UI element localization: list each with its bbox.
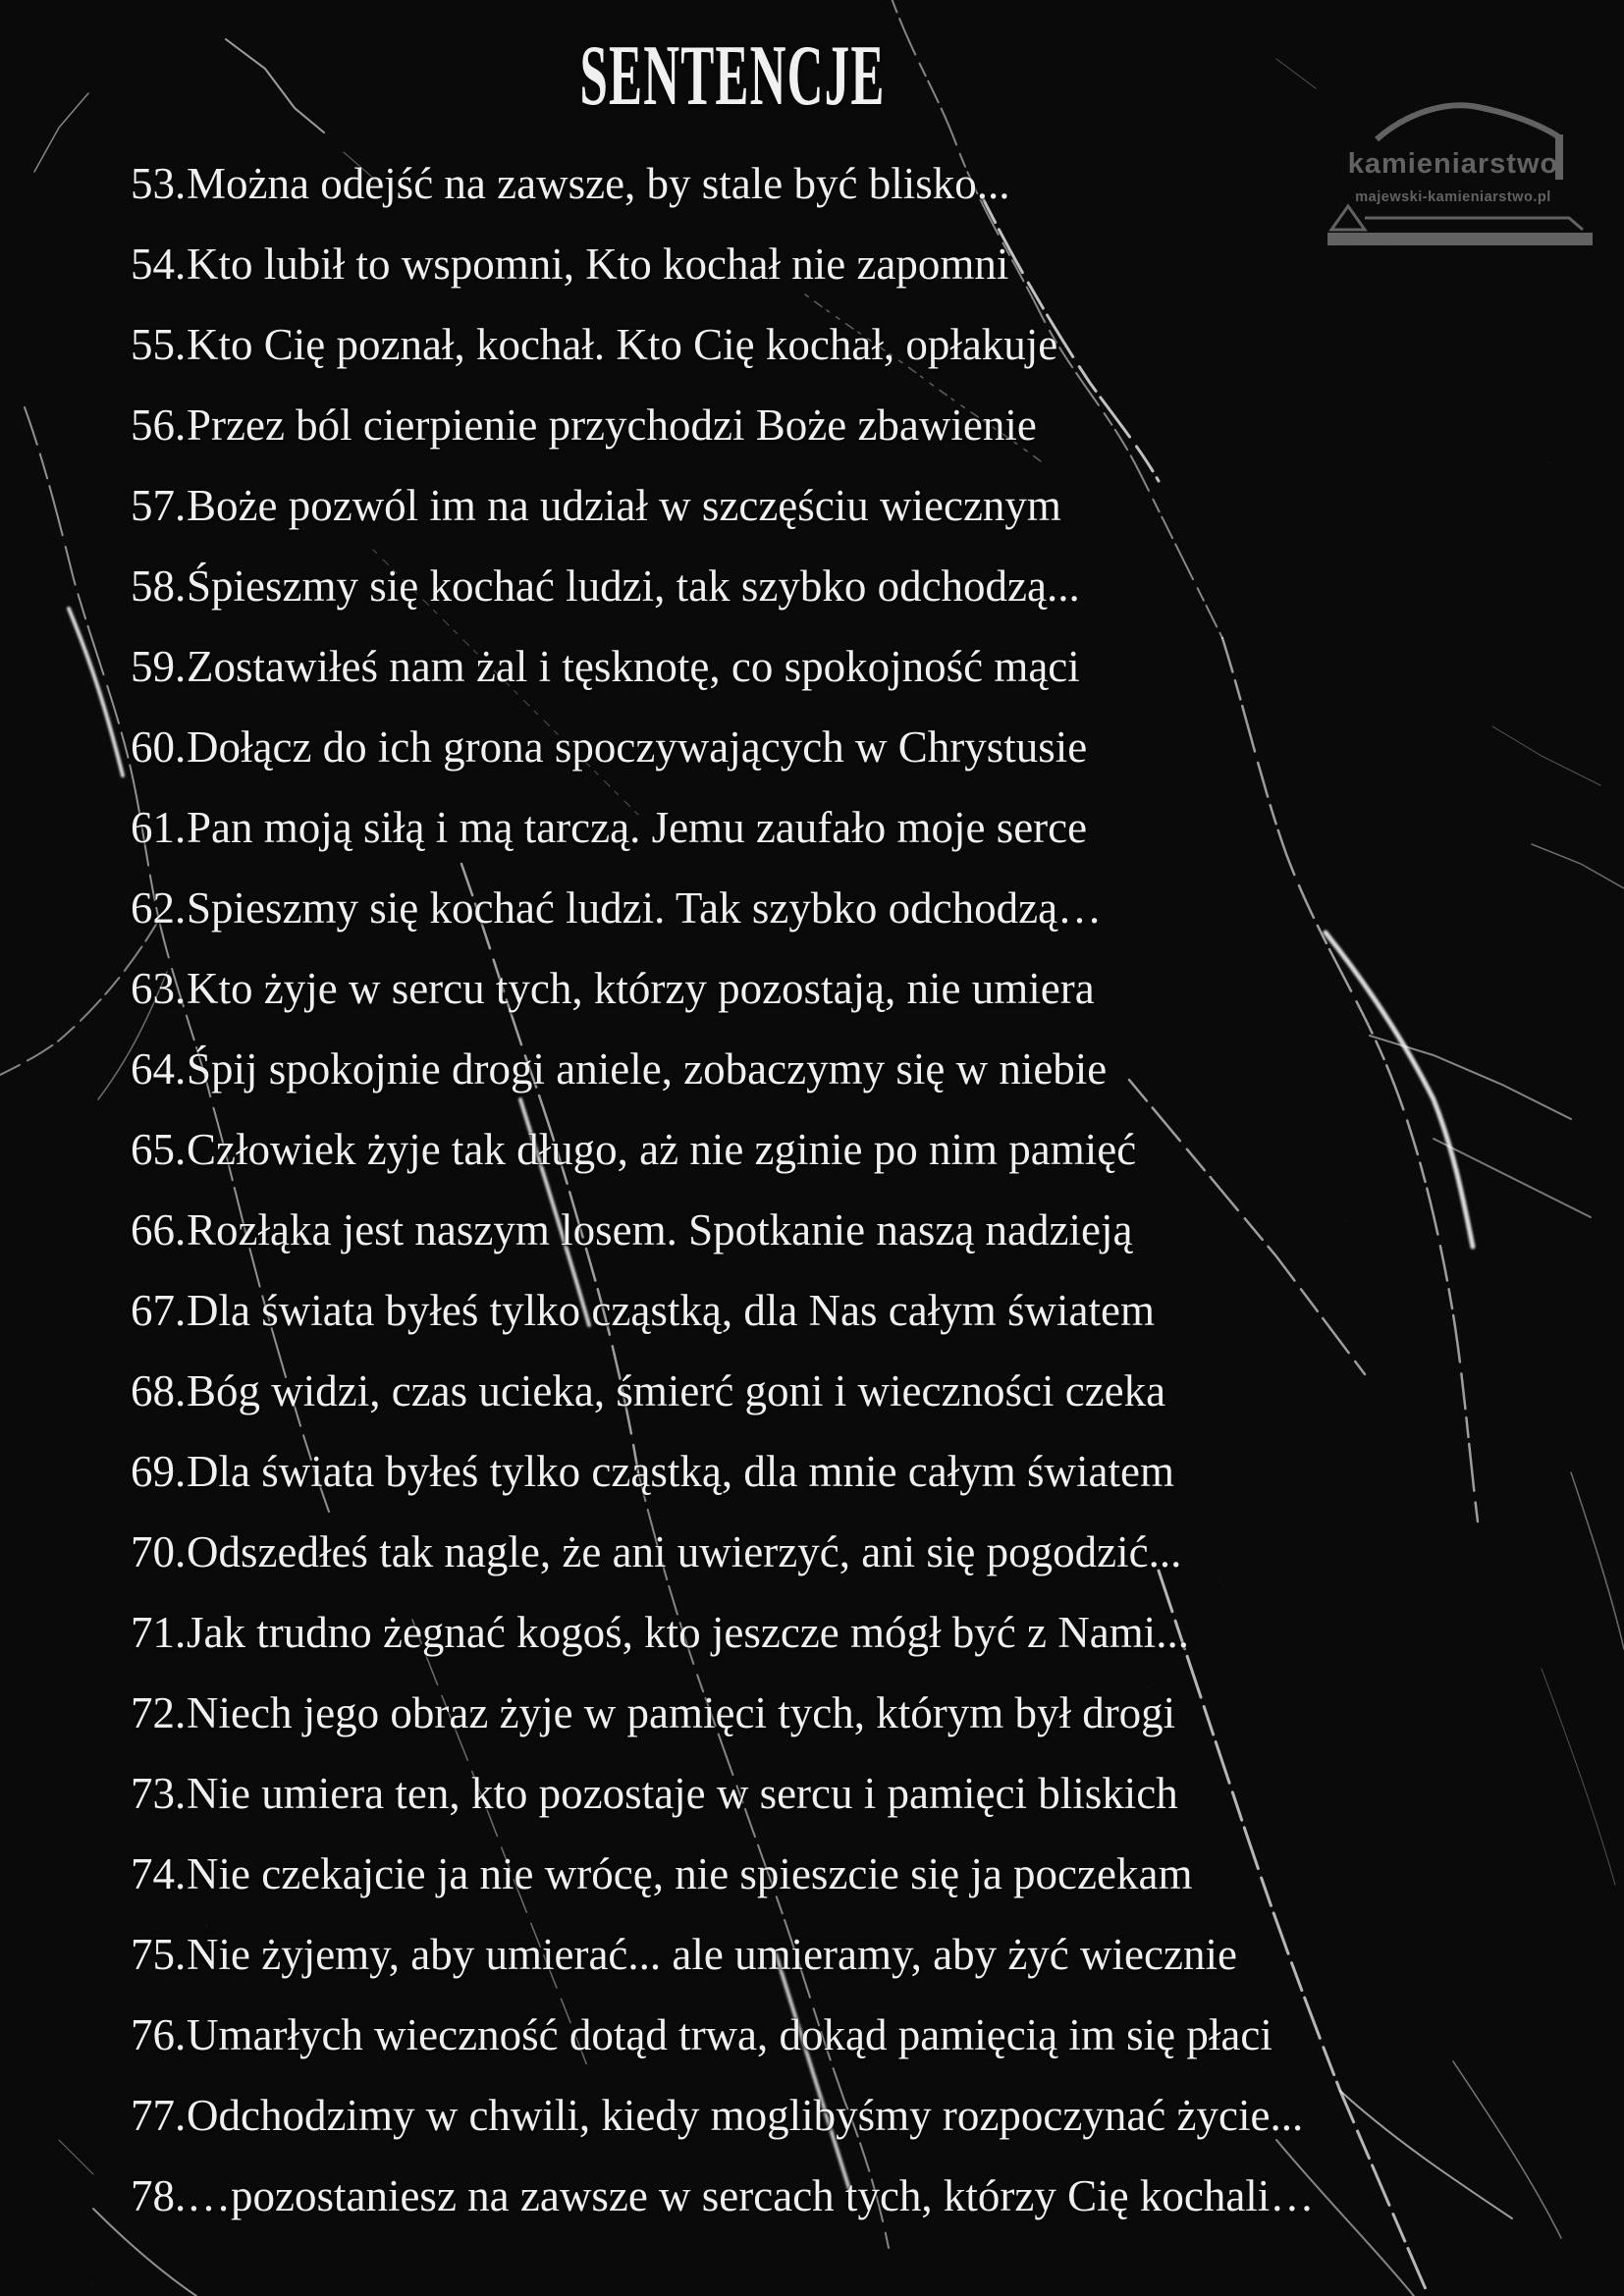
item-number: 78.	[131, 2171, 187, 2220]
list-item	[131, 1351, 1624, 1431]
item-number: 54.	[131, 240, 187, 289]
item-number: 58.	[131, 561, 187, 611]
list-item	[131, 1914, 1624, 1995]
list-item	[131, 1995, 1624, 2075]
item-number: 55.	[131, 320, 187, 369]
list-item	[131, 1029, 1624, 1109]
item-text: Śpij spokojnie drogi aniele, zobaczymy się w niebie	[187, 1044, 1108, 1094]
item-text: Pan moją siłą i mą tarczą. Jemu zaufało moje serce	[187, 803, 1088, 852]
sentence-list	[0, 143, 1624, 2236]
list-item	[131, 626, 1624, 707]
item-text: Rozłąka jest naszym losem. Spotkanie naszą nadzieją	[187, 1205, 1133, 1255]
item-text: Kto Cię poznał, kochał. Kto Cię kochał, opłakuje	[187, 320, 1058, 369]
watermark-site-text: majewski-kamieniarstwo.pl	[1355, 189, 1551, 205]
item-number: 63.	[131, 964, 187, 1013]
item-text: Przez ból cierpienie przychodzi Boże zbawienie	[187, 400, 1037, 450]
list-item	[131, 787, 1624, 868]
item-text: Spieszmy się kochać ludzi. Tak szybko odchodzą…	[187, 883, 1103, 933]
item-number: 69.	[131, 1447, 187, 1496]
item-text: Nie czekajcie ja nie wrócę, nie spieszcie się ja poczekam	[187, 1849, 1193, 1898]
item-text: Kto lubił to wspomni, Kto kochał nie zapomni	[187, 240, 1009, 289]
item-number: 71.	[131, 1608, 187, 1657]
item-text: Kto żyje w sercu tych, którzy pozostają, nie umiera	[187, 964, 1095, 1013]
list-item	[131, 1834, 1624, 1914]
list-item	[131, 143, 1624, 224]
item-number: 67.	[131, 1286, 187, 1335]
item-text: Dla świata byłeś tylko cząstką, dla Nas całym światem	[187, 1286, 1155, 1335]
item-text: Zostawiłeś nam żal i tęsknotę, co spokojność mąci	[187, 642, 1080, 691]
list-item	[131, 707, 1624, 787]
item-number: 53.	[131, 159, 187, 208]
item-number: 74.	[131, 1849, 187, 1898]
item-text: Jak trudno żegnać kogoś, kto jeszcze mógł być z Nami...	[187, 1608, 1189, 1657]
item-text: …pozostaniesz na zawsze w sercach tych, którzy Cię kochali…	[187, 2171, 1315, 2220]
list-item	[131, 1431, 1624, 1512]
item-number: 68.	[131, 1366, 187, 1415]
item-number: 72.	[131, 1688, 187, 1737]
item-text: Boże pozwól im na udział w szczęściu wiecznym	[187, 481, 1061, 530]
list-item	[131, 1109, 1624, 1190]
item-number: 76.	[131, 2010, 187, 2059]
list-item	[131, 1753, 1624, 1834]
item-text: Można odejść na zawsze, by stale być blisko...	[187, 159, 1010, 208]
item-number: 56.	[131, 400, 187, 450]
item-number: 75.	[131, 1930, 187, 1979]
item-text: Odchodzimy w chwili, kiedy moglibyśmy rozpoczynać życie...	[187, 2091, 1304, 2140]
item-text: Człowiek żyje tak długo, aż nie zginie po nim pamięć	[187, 1125, 1137, 1174]
item-text: Umarłych wieczność dotąd trwa, dokąd pamięcią im się płaci	[187, 2010, 1272, 2059]
list-item	[131, 1512, 1624, 1592]
list-item	[131, 1190, 1624, 1270]
list-item	[131, 1270, 1624, 1351]
list-item	[131, 2075, 1624, 2156]
item-number: 65.	[131, 1125, 187, 1174]
item-text: Bóg widzi, czas ucieka, śmierć goni i wieczności czeka	[187, 1366, 1166, 1415]
item-number: 77.	[131, 2091, 187, 2140]
item-number: 59.	[131, 642, 187, 691]
watermark-brand-text: kamieniarstwo	[1347, 148, 1559, 180]
item-number: 70.	[131, 1527, 187, 1576]
list-item	[131, 868, 1624, 948]
item-number: 64.	[131, 1044, 187, 1094]
list-item	[131, 224, 1624, 304]
list-item	[131, 1673, 1624, 1753]
list-item	[131, 1592, 1624, 1673]
item-number: 66.	[131, 1205, 187, 1255]
list-item	[131, 2156, 1624, 2236]
item-text: Nie żyjemy, aby umierać... ale umieramy, aby żyć wiecznie	[187, 1930, 1237, 1979]
item-text: Śpieszmy się kochać ludzi, tak szybko odchodzą...	[187, 561, 1080, 611]
item-text: Dołącz do ich grona spoczywających w Chrystusie	[187, 722, 1088, 772]
list-item	[131, 385, 1624, 465]
list-item	[131, 948, 1624, 1029]
item-text: Odszedłeś tak nagle, że ani uwierzyć, ani się pogodzić...	[187, 1527, 1182, 1576]
item-text: Nie umiera ten, kto pozostaje w sercu i pamięci bliskich	[187, 1769, 1178, 1818]
list-item	[131, 546, 1624, 626]
item-number: 60.	[131, 722, 187, 772]
item-text: Dla świata byłeś tylko cząstką, dla mnie całym światem	[187, 1447, 1174, 1496]
list-item	[131, 304, 1624, 385]
item-number: 61.	[131, 803, 187, 852]
item-text: Niech jego obraz żyje w pamięci tych, którym był drogi	[187, 1688, 1176, 1737]
item-number: 62.	[131, 883, 187, 933]
list-item	[131, 465, 1624, 546]
item-number: 57.	[131, 481, 187, 530]
item-number: 73.	[131, 1769, 187, 1818]
page-title: SENTENCJE	[579, 28, 886, 124]
